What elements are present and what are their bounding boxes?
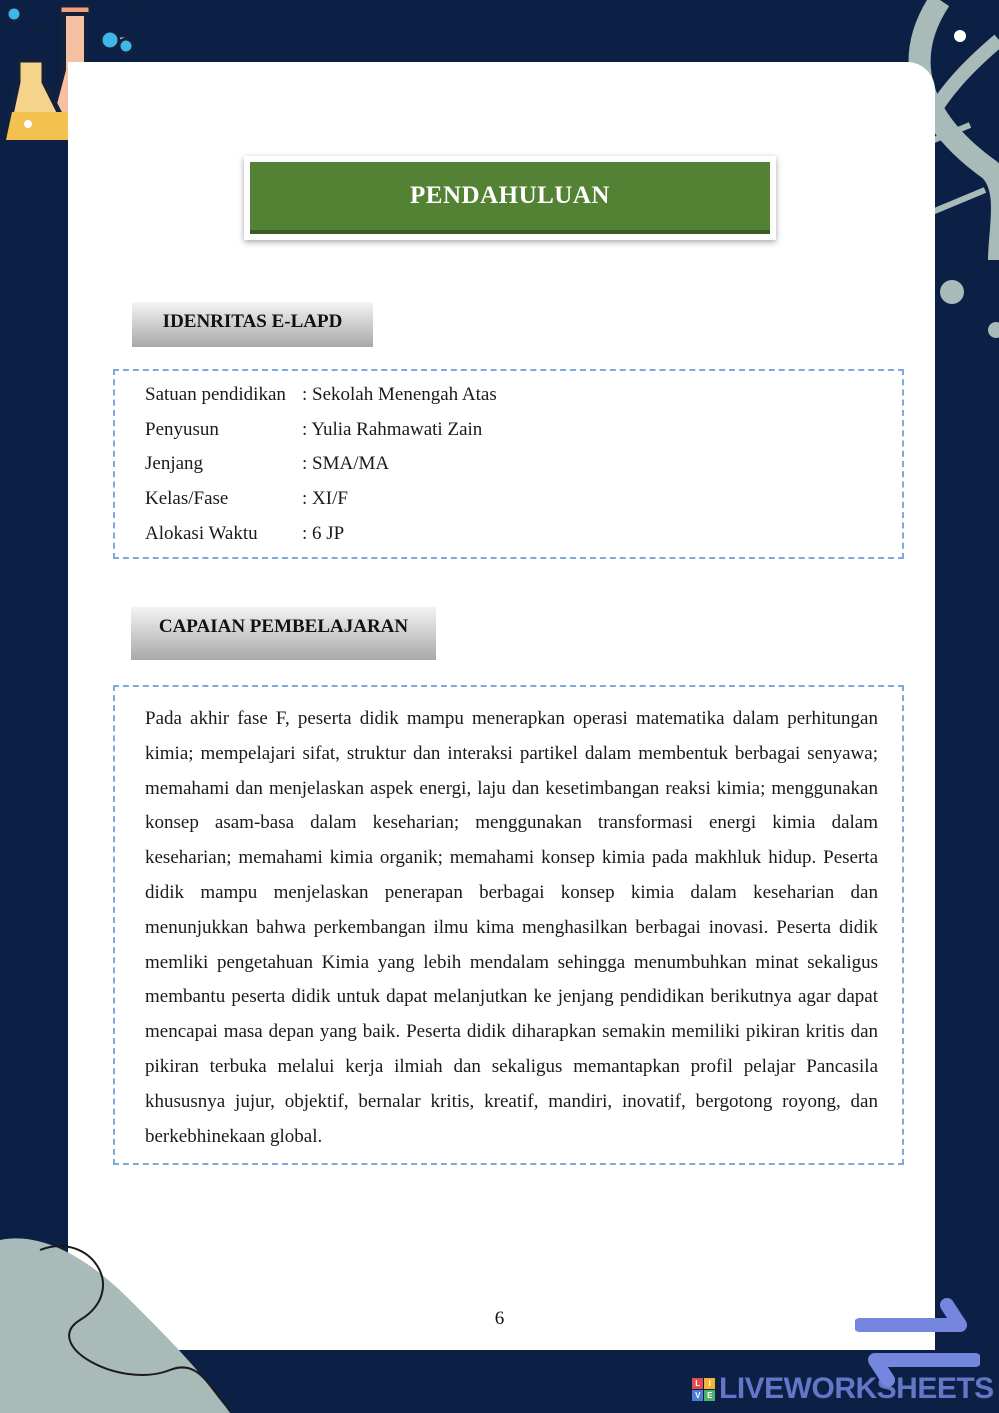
logo-letter: E <box>704 1390 715 1401</box>
identity-value: : SMA/MA <box>302 453 390 474</box>
identity-value: : XI/F <box>302 488 348 509</box>
identity-label: Penyusun <box>145 419 219 440</box>
capaian-heading: CAPAIAN PEMBELAJARAN <box>131 607 436 660</box>
identity-label: Kelas/Fase <box>145 488 229 509</box>
identity-row <box>145 384 497 406</box>
title-banner <box>244 156 776 240</box>
identity-row <box>145 523 344 545</box>
capaian-text: Pada akhir fase F, peserta didik mampu menerapkan operasi matematika dalam perhitungan kimia; mempelajari sifat, struktur dan interaksi partikel dalam membentuk berbagai senyawa; memahami dan menjelaskan aspek energi, laju dan kesetimbangan reaksi kimia; menggunakan konsep asam-basa dalam keseharian; menggunakan transformasi energi kimia dalam keseharian; memahami kimia organik; memahami konsep kimia pada makhluk hidup. Peserta didik mampu menjelaskan penerapan berbagai konsep kimia dalam keseharian dan menunjukkan bahwa perkembangan ilmu kima menghasilkan berbagai inovasi. Peserta didik memliki pengetahuan Kimia yang lebih mendalam sehingga menumbuhkan minat sekaligus membantu peserta didik untuk dapat melanjutkan ke jenjang pendidikan berikutnya agar dapat mencapai masa depan yang baik. Peserta didik diharapkan semakin memiliki pikiran kritis dan pikiran terbuka melalui kerja ilmiah dan sekaligus memantapkan profil pelajar Pancasila khususnya jujur, objektif, bernalar kritis, kreatif, mandiri, inovatif, bergotong royong, dan berkebhinekaan global. <box>145 708 878 1147</box>
liveworksheets-watermark <box>692 1372 994 1406</box>
identity-value: : 6 JP <box>302 523 345 544</box>
watermark-text: LIVEWORKSHEETS <box>719 1372 994 1405</box>
identity-value: : Sekolah Menengah Atas <box>302 384 497 405</box>
logo-letter: L <box>692 1378 703 1389</box>
identity-row <box>145 419 482 441</box>
identity-value: : Yulia Rahmawati Zain <box>302 419 483 440</box>
identity-label: Satuan pendidikan <box>145 384 286 405</box>
page-number: 6 <box>494 1308 505 1329</box>
identity-row <box>145 488 348 510</box>
identity-heading: IDENRITAS E-LAPD <box>132 302 373 347</box>
identity-row <box>145 453 389 475</box>
logo-letter: I <box>704 1378 715 1389</box>
liveworksheets-logo-icon <box>692 1378 715 1401</box>
identity-label: Alokasi Waktu <box>145 523 258 544</box>
page-title: PENDAHULUAN <box>250 162 770 234</box>
logo-letter: V <box>692 1390 703 1401</box>
identity-label: Jenjang <box>145 453 204 474</box>
